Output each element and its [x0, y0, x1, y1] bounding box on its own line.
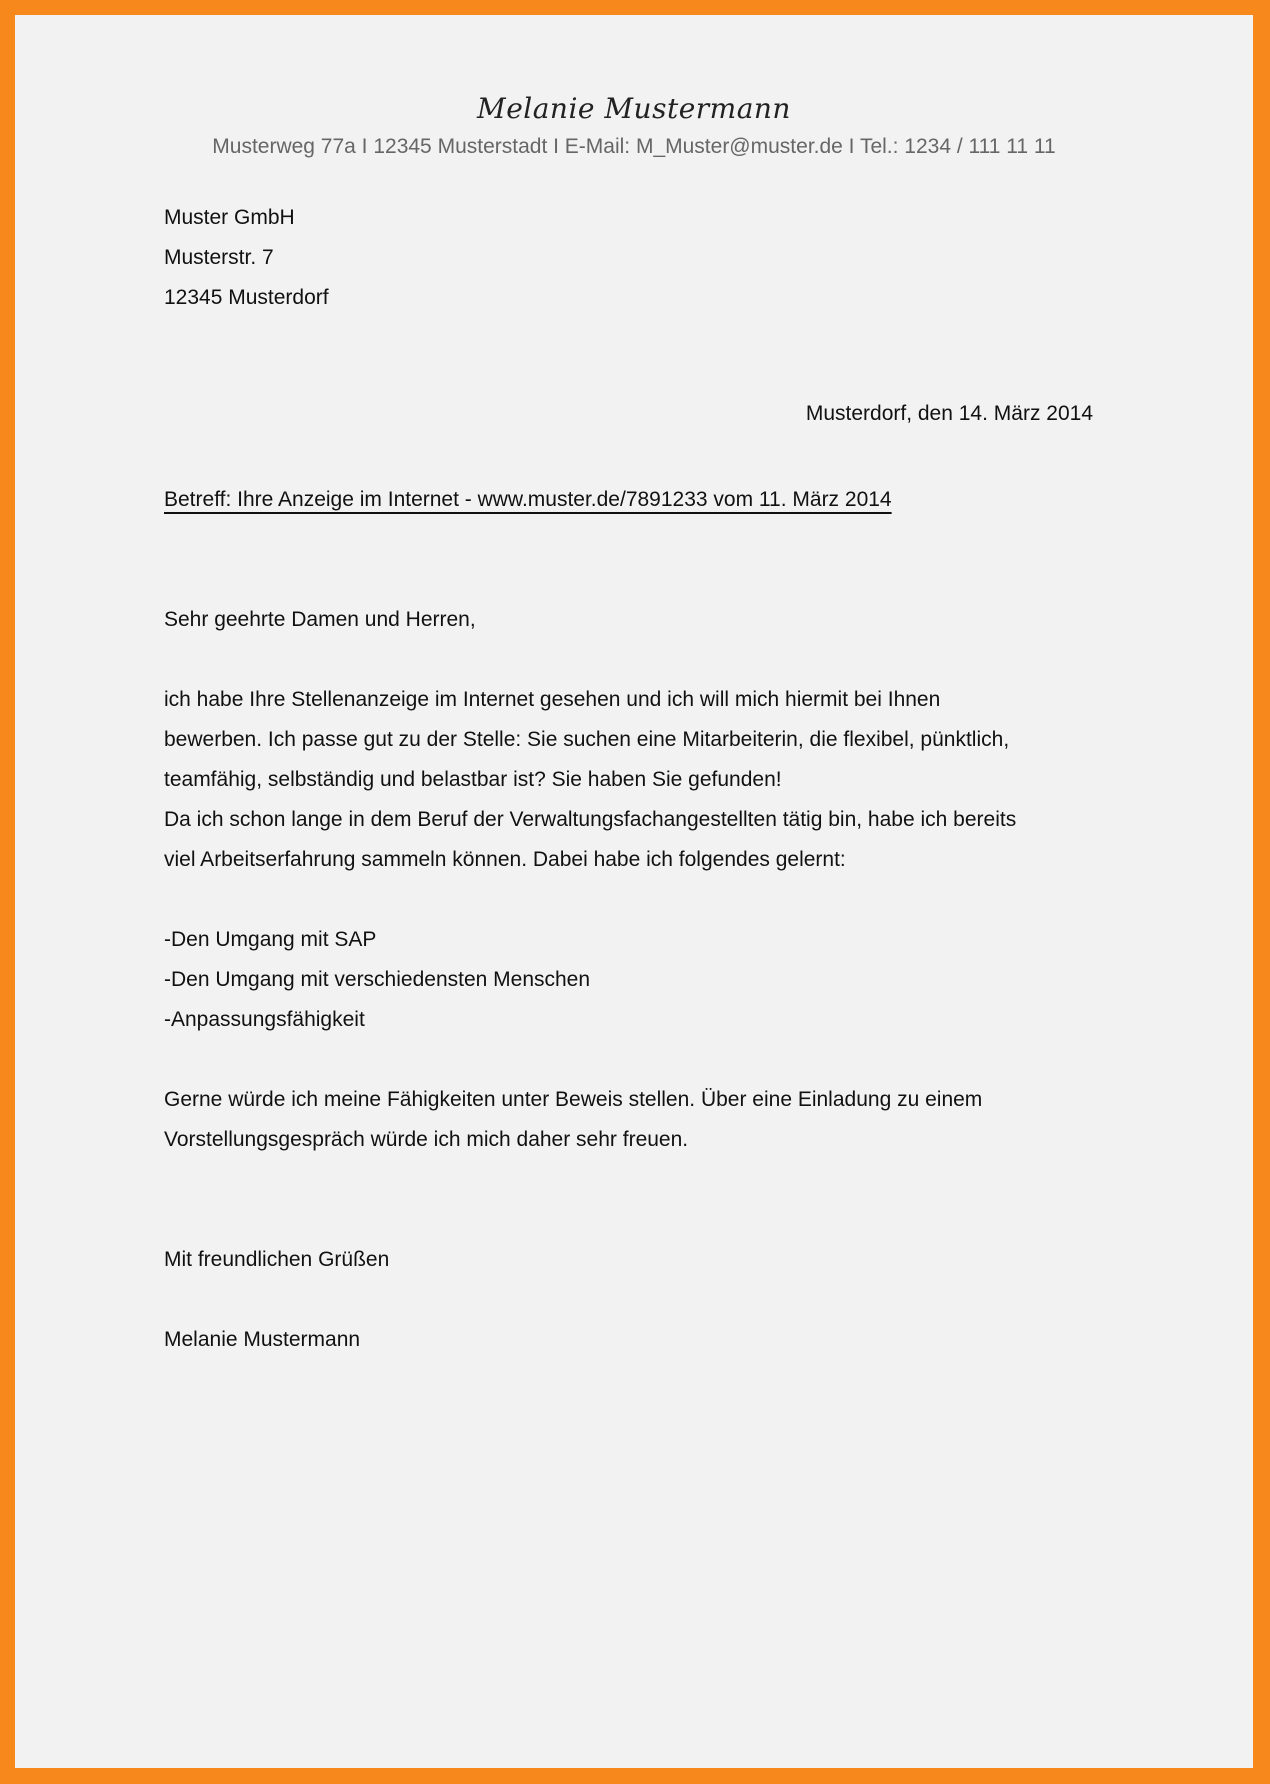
paragraph-line: Vorstellungsgespräch würde ich mich daher sehr freuen.: [164, 1128, 689, 1151]
subject-text: Betreff: Ihre Anzeige im Internet - www.muster.de/7891233 vom 11. März 2014: [164, 488, 892, 511]
recipient-address: [164, 198, 329, 318]
sender-name: Melanie Mustermann: [477, 92, 791, 125]
paragraph-line: ich habe Ihre Stellenanzeige im Internet gesehen und ich will mich hiermit bei Ihnen: [164, 688, 941, 711]
skill-item: -Den Umgang mit SAP: [164, 928, 377, 951]
signature-name: Melanie Mustermann: [164, 1328, 361, 1351]
skill-item: -Den Umgang mit verschiedensten Menschen: [164, 968, 591, 991]
letter-page: [15, 15, 1253, 1768]
paragraph-1: [164, 680, 1016, 880]
paragraph-line: bewerben. Ich passe gut zu der Stelle: Sie suchen eine Mitarbeiterin, die flexibel, pünktlich,: [164, 728, 1010, 751]
salutation: Sehr geehrte Damen und Herren,: [164, 608, 476, 631]
skill-item: -Anpassungsfähigkeit: [164, 1008, 365, 1031]
paragraph-line: viel Arbeitserfahrung sammeln können. Dabei habe ich folgendes gelernt:: [164, 848, 846, 871]
recipient-company: Muster GmbH: [164, 206, 295, 229]
skills-list: [164, 920, 590, 1040]
paragraph-line: Gerne würde ich meine Fähigkeiten unter Beweis stellen. Über eine Einladung zu einem: [164, 1088, 983, 1111]
recipient-city: 12345 Musterdorf: [164, 286, 329, 309]
closing: Mit freundlichen Grüßen: [164, 1248, 390, 1271]
sender-contact-line: Musterweg 77a I 12345 Musterstadt I E-Mail: M_Muster@muster.de I Tel.: 1234 / 111 11 11: [212, 135, 1056, 158]
subject-line: [164, 480, 892, 520]
paragraph-line: teamfähig, selbständig und belastbar ist? Sie haben Sie gefunden!: [164, 768, 782, 791]
recipient-street: Musterstr. 7: [164, 246, 274, 269]
letter-date: Musterdorf, den 14. März 2014: [805, 402, 1093, 425]
paragraph-line: Da ich schon lange in dem Beruf der Verwaltungsfachangestellten tätig bin, habe ich bereits: [164, 808, 1017, 831]
paragraph-2: [164, 1080, 982, 1160]
